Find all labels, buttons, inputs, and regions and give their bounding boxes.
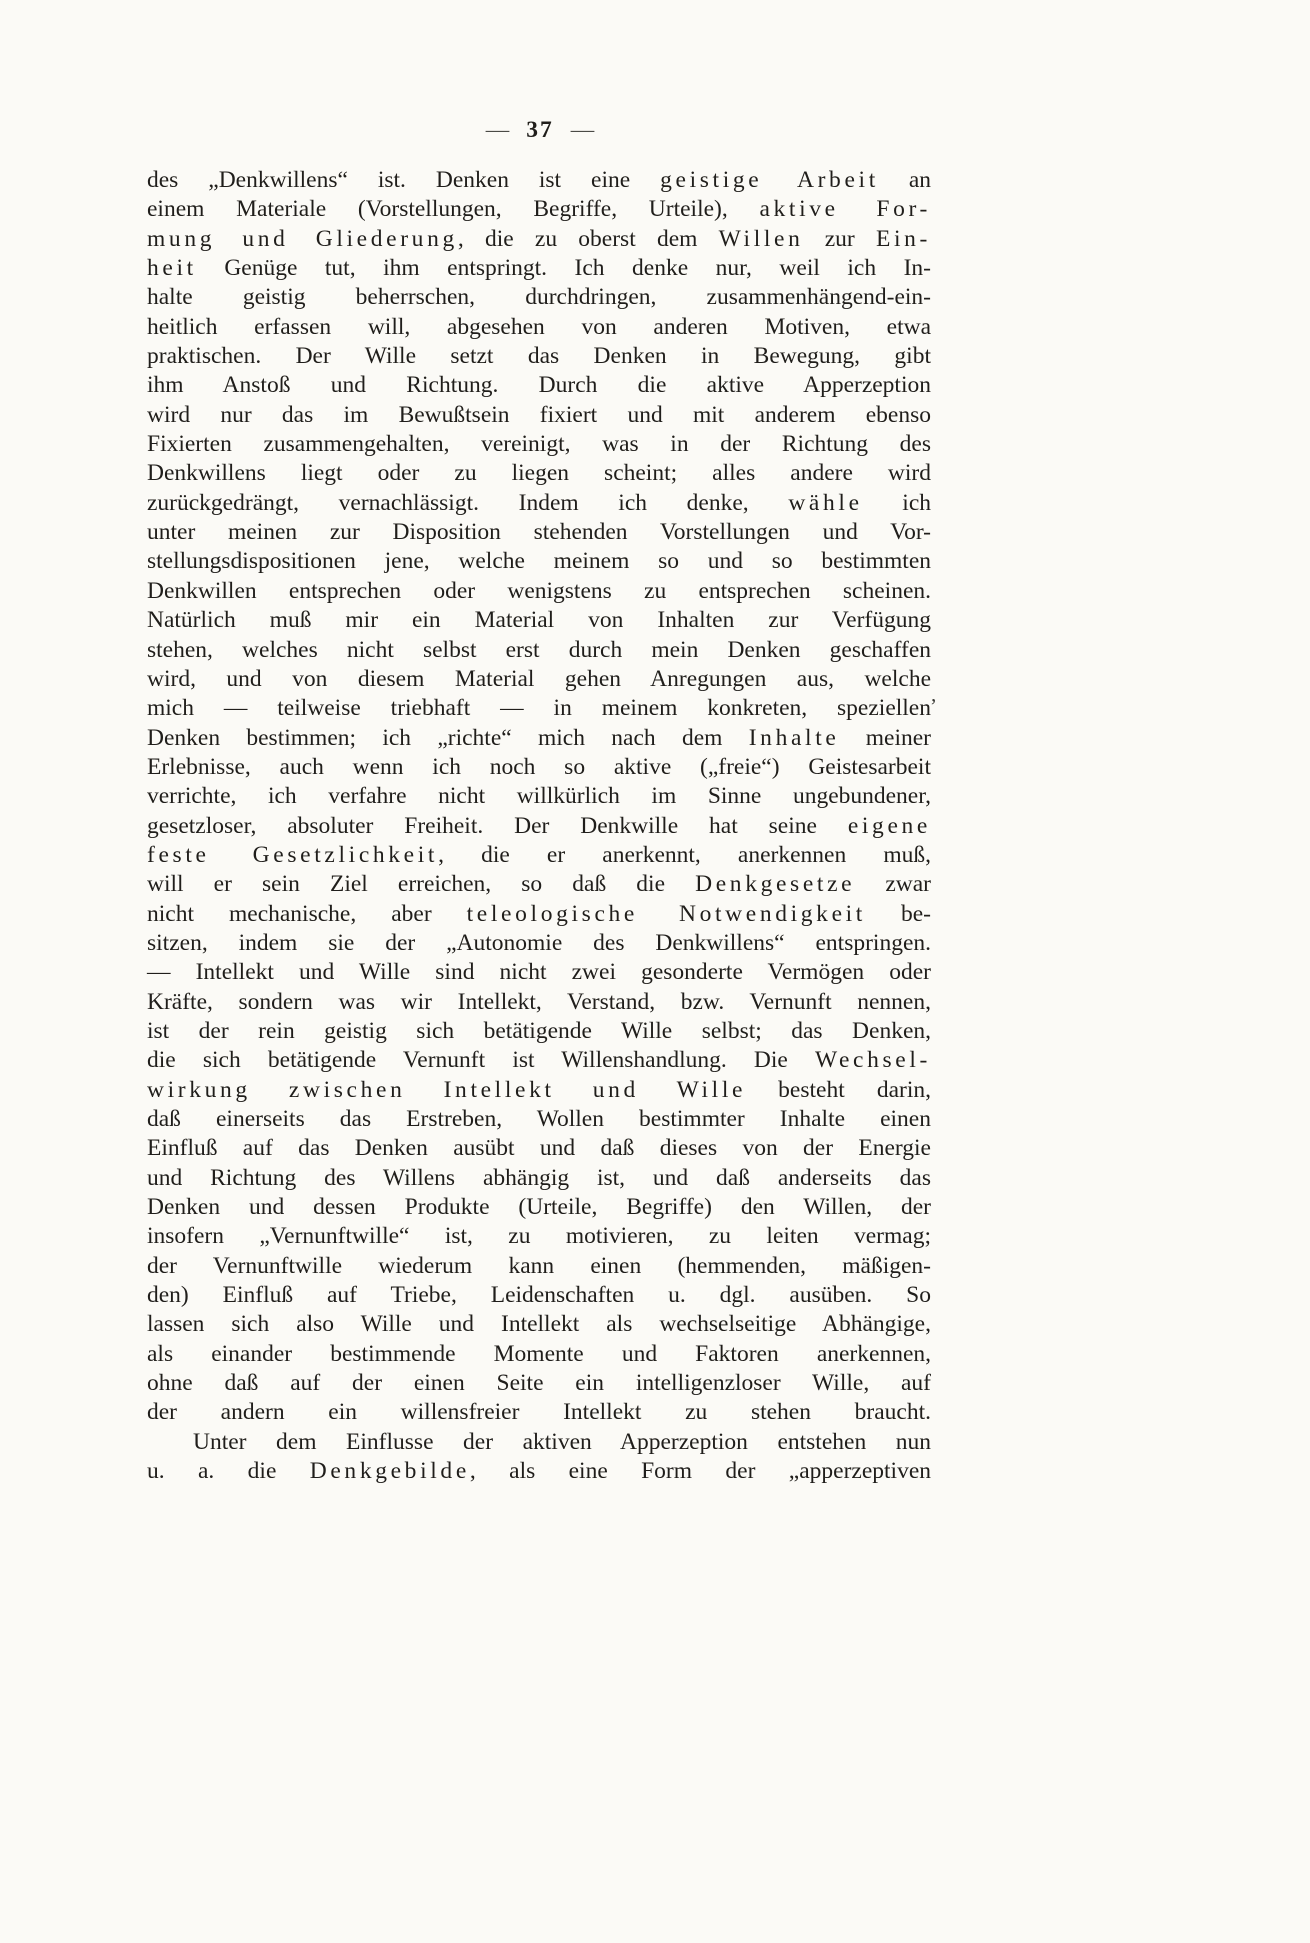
text-run: heitlich erfassen will, abgesehen von anderen Motiven, etwa: [147, 313, 931, 340]
text-run: gesetzloser, absoluter Freiheit. Der Denkwille hat seine: [147, 812, 848, 839]
text-line: [147, 753, 931, 782]
text-run: als einander bestimmende Momente und Faktoren anerkennen,: [147, 1340, 931, 1367]
text-line: [147, 283, 931, 312]
text-line: [147, 430, 931, 459]
text-line: [147, 1428, 931, 1457]
text-run: sitzen, indem sie der „Autonomie des Denkwillens“ entspringen.: [147, 929, 931, 956]
text-run: ihm Anstoß und Richtung. Durch die aktive Apperzeption: [147, 372, 931, 399]
text-run: , die er anerkennt, anerkennen muß,: [438, 841, 931, 868]
text-run: wird, und von diesem Material gehen Anregungen aus, welche: [147, 665, 931, 692]
text-run: , die zu oberst dem: [457, 225, 719, 252]
text-run: halte geistig beherrschen, durchdringen, zusammenhängend-ein-: [147, 284, 931, 311]
text-run: der andern ein willensfreier Intellekt zu stehen braucht.: [147, 1399, 931, 1426]
text-run: lassen sich also Wille und Intellekt als wechselseitige Abhängige,: [147, 1311, 931, 1338]
text-line: [147, 606, 931, 635]
emphasized-text-run: heit: [147, 255, 197, 282]
text-line: [147, 371, 931, 400]
text-line: [147, 577, 931, 606]
text-line: [147, 1310, 931, 1339]
text-line: [147, 225, 931, 254]
text-run: unter meinen zur Disposition stehenden Vorstellungen und Vor-: [147, 519, 931, 546]
text-run: Denkwillens liegt oder zu liegen scheint; alles andere wird: [147, 460, 931, 487]
text-line: [147, 929, 931, 958]
text-line: [147, 782, 931, 811]
text-line: [147, 313, 931, 342]
text-line: [147, 518, 931, 547]
text-line: [147, 1281, 931, 1310]
text-run: ist der rein geistig sich betätigende Wille selbst; das Denken,: [147, 1017, 931, 1044]
emphasized-text-run: Denkgesetze: [695, 871, 856, 898]
text-run: verrichte, ich verfahre nicht willkürlich im Sinne ungebundener,: [147, 783, 931, 810]
emphasized-text-run: teleologische Notwendigkeit: [466, 900, 866, 927]
text-line: [147, 1398, 931, 1427]
text-line: [147, 1105, 931, 1134]
text-run: den) Einfluß auf Triebe, Leidenschaften u. dgl. ausüben. So: [147, 1282, 931, 1309]
text-line: [147, 724, 931, 753]
text-run: wird nur das im Bewußtsein fixiert und mit anderem ebenso: [147, 401, 931, 428]
emphasized-text-run: Denkgebilde: [309, 1458, 470, 1485]
text-run: Einfluß auf das Denken ausübt und daß dieses von der Energie: [147, 1135, 931, 1162]
text-line: [147, 166, 931, 195]
text-line: [147, 841, 931, 870]
text-line: [147, 870, 931, 899]
text-line: [147, 489, 931, 518]
text-line: [147, 1046, 931, 1075]
emphasized-text-run: Willen: [718, 225, 804, 252]
text-line: [147, 988, 931, 1017]
scan-artifact-mark: ’: [930, 694, 937, 718]
text-line: [147, 547, 931, 576]
page-header: [148, 117, 932, 144]
emphasized-text-run: Ein-: [875, 225, 932, 252]
text-line: [147, 958, 931, 987]
text-run: besteht darin,: [746, 1076, 931, 1103]
emphasized-text-run: aktive For-: [759, 196, 931, 223]
text-run: mich — teilweise triebhaft — in meinem konkreten, speziellen: [147, 695, 931, 722]
header-rule-left: —: [485, 117, 510, 143]
text-run: zur: [803, 225, 876, 252]
text-run: be-: [865, 900, 931, 927]
text-run: insofern „Vernunftwille“ ist, zu motivieren, zu leiten vermag;: [147, 1223, 931, 1250]
text-line: [147, 636, 931, 665]
text-run: Denken und dessen Produkte (Urteile, Begriffe) den Willen, der: [147, 1194, 931, 1221]
text-line: [147, 254, 931, 283]
emphasized-text-run: geistige Arbeit: [660, 167, 879, 193]
text-line: [147, 1222, 931, 1251]
emphasized-text-run: Wechsel-: [815, 1047, 931, 1074]
text-run: die sich betätigende Vernunft ist Willenshandlung. Die: [147, 1047, 816, 1074]
text-run: Kräfte, sondern was wir Intellekt, Verstand, bzw. Vernunft nennen,: [147, 988, 931, 1015]
emphasized-text-run: eigene: [847, 812, 931, 839]
paragraph: [147, 166, 931, 1428]
text-line: [147, 195, 931, 224]
text-run: Unter dem Einflusse der aktiven Apperzeption entstehen nun: [193, 1428, 931, 1455]
text-run: zwar: [855, 871, 931, 898]
text-run: Fixierten zusammengehalten, vereinigt, was in der Richtung des: [147, 431, 931, 458]
text-run: Erlebnisse, auch wenn ich noch so aktive („freie“) Geistesarbeit: [147, 753, 931, 780]
text-run: Genüge tut, ihm entspringt. Ich denke nur, weil ich In-: [196, 255, 931, 282]
text-run: praktischen. Der Wille setzt das Denken in Bewegung, gibt: [147, 343, 931, 370]
text-run: des „Denkwillens“ ist. Denken ist eine: [147, 167, 661, 193]
text-run: der Vernunftwille wiederum kann einen (hemmenden, mäßigen-: [147, 1252, 931, 1279]
text-line: [147, 812, 931, 841]
emphasized-text-run: Inhalte: [748, 724, 840, 751]
text-line: [147, 1193, 931, 1222]
text-run: — Intellekt und Wille sind nicht zwei gesonderte Vermögen oder: [147, 959, 931, 986]
text-run: an: [878, 167, 931, 193]
text-run: ohne daß auf der einen Seite ein intelligenzloser Wille, auf: [147, 1370, 931, 1397]
text-run: einem Materiale (Vorstellungen, Begriffe, Urteile),: [147, 196, 760, 223]
text-block: [147, 166, 931, 1486]
text-line: [147, 459, 931, 488]
text-run: Denkwillen entsprechen oder wenigstens zu entsprechen scheinen.: [147, 577, 931, 604]
text-line: [147, 1340, 931, 1369]
emphasized-text-run: mung und Gliederung: [147, 225, 458, 252]
text-run: , als eine Form der „apperzeptiven: [469, 1458, 931, 1485]
text-line: [147, 1134, 931, 1163]
paragraph: [147, 1428, 931, 1487]
text-run: stehen, welches nicht selbst erst durch mein Denken geschaffen: [147, 636, 931, 663]
text-line: [147, 1017, 931, 1046]
text-line: [147, 900, 931, 929]
text-run: Natürlich muß mir ein Material von Inhalten zur Verfügung: [147, 607, 931, 634]
page-number: 37: [526, 117, 554, 143]
text-run: daß einerseits das Erstreben, Wollen bestimmter Inhalte einen: [147, 1106, 931, 1132]
text-line: [147, 1252, 931, 1281]
text-run: u. a. die: [147, 1458, 310, 1485]
text-line: [147, 665, 931, 694]
emphasized-text-run: wirkung zwischen Intellekt und Wille: [147, 1076, 747, 1103]
text-line: [147, 1076, 931, 1105]
text-line: [147, 1369, 931, 1398]
text-run: will er sein Ziel erreichen, so daß die: [147, 871, 696, 898]
text-line: [147, 1164, 931, 1193]
text-line: [147, 694, 931, 723]
text-run: nicht mechanische, aber: [147, 900, 467, 927]
text-run: und Richtung des Willens abhängig ist, und daß anderseits das: [147, 1164, 931, 1191]
text-run: zurückgedrängt, vernachlässigt. Indem ich denke,: [147, 489, 789, 516]
text-run: ich: [862, 489, 931, 516]
text-line: [147, 401, 931, 430]
text-run: Denken bestimmen; ich „richte“ mich nach dem: [147, 724, 749, 751]
header-rule-right: —: [570, 117, 595, 143]
emphasized-text-run: feste Gesetzlichkeit: [147, 841, 439, 868]
text-run: stellungsdispositionen jene, welche meinem so und so bestimmten: [147, 548, 931, 575]
emphasized-text-run: wähle: [788, 489, 863, 516]
text-line: [147, 342, 931, 371]
text-line: [147, 1457, 931, 1486]
text-run: meiner: [839, 724, 931, 751]
